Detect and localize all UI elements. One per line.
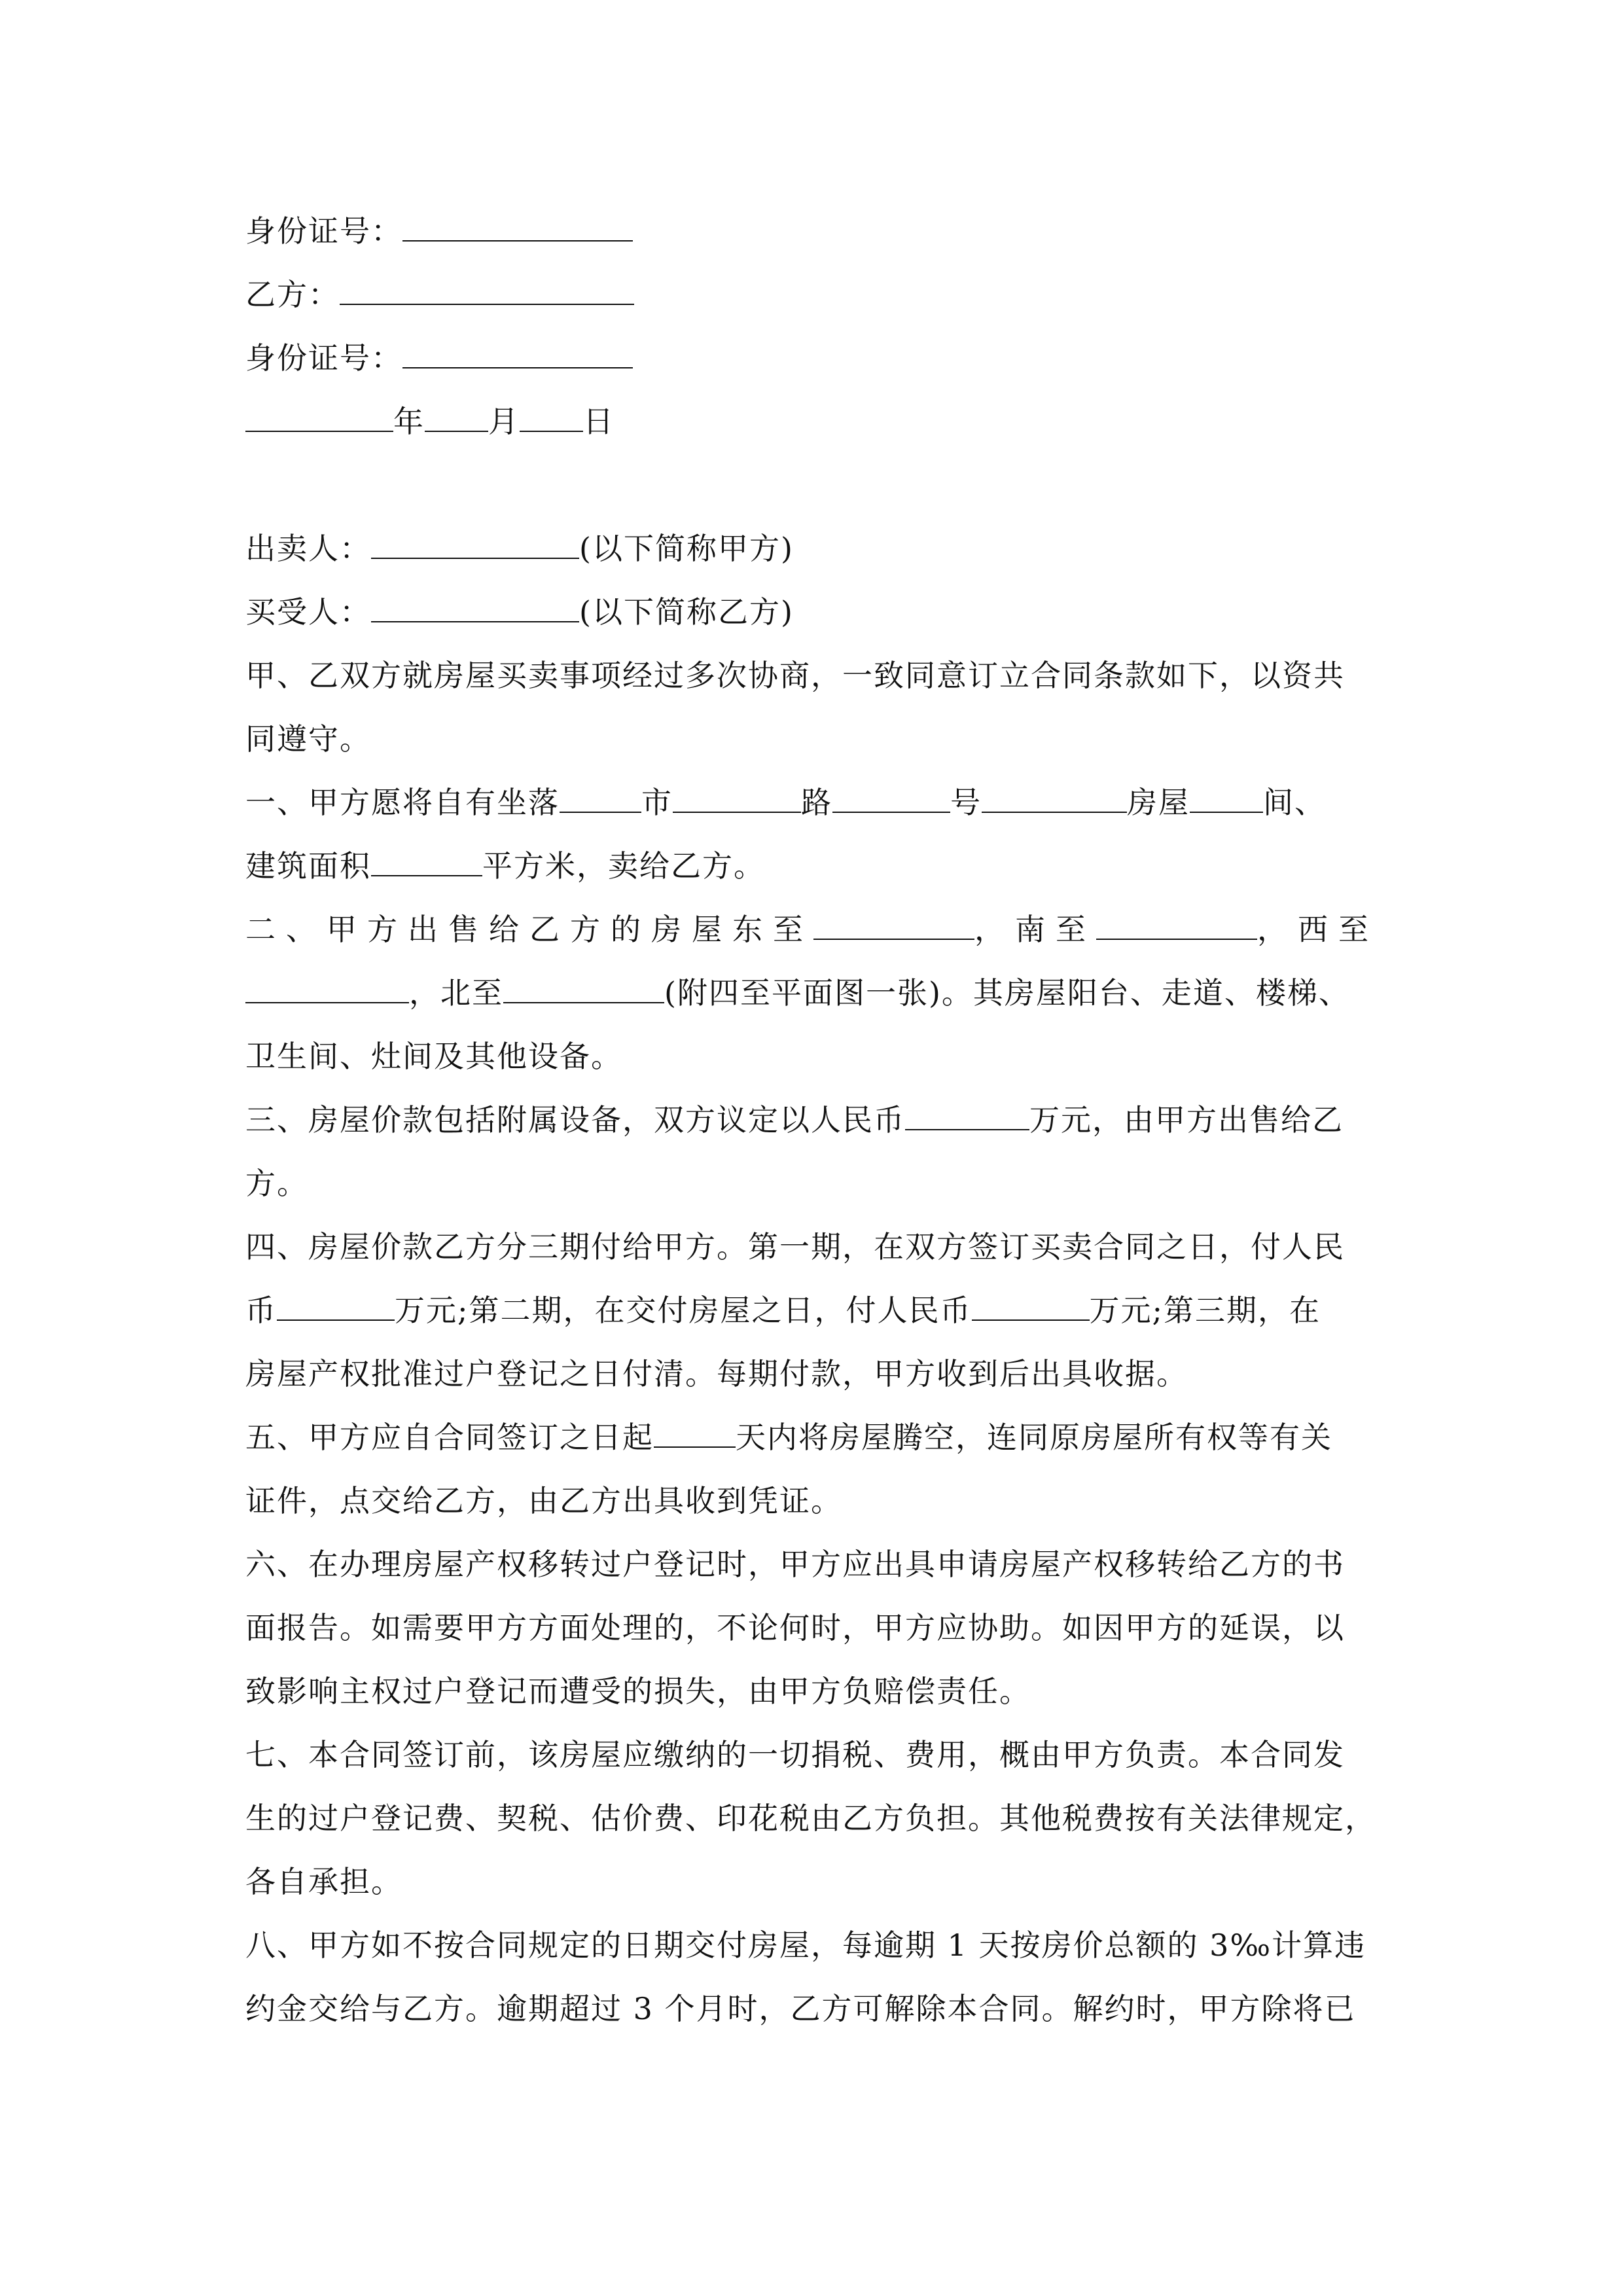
body-line: 约金交给与乙方。逾期超过 3 个月时，乙方可解除本合同。解约时，甲方除将已 (245, 1991, 1356, 2026)
clause-2-line-1: 二、甲方出售给乙方的房屋东至 ，南至 ，西至 (245, 912, 1379, 947)
seller-note: (以下简称甲方) (579, 531, 794, 566)
id-number-a-row (245, 213, 633, 249)
clause-4-line-2: 币 万元;第二期，在交付房屋之日，付人民币 万元;第三期，在 (245, 1293, 1321, 1328)
body-line: 八、甲方如不按合同规定的日期交付房屋，每逾期 1 天按房价总额的 3‰计算违 (245, 1928, 1366, 1963)
buyer-note: (以下简称乙方) (579, 594, 794, 630)
id-number-b-blank (402, 342, 633, 368)
body-line: 方。 (245, 1166, 308, 1201)
id-number-b-label: 身份证号： (245, 340, 402, 376)
body-line: 甲、乙双方就房屋买卖事项经过多次协商，一致同意订立合同条款如下，以资共 (245, 658, 1345, 693)
body-line: 四、房屋价款乙方分三期付给甲方。第一期，在双方签订买卖合同之日，付人民 (245, 1229, 1345, 1265)
id-number-b-row (245, 340, 633, 376)
clause-1-line-1: 一、甲方愿将自有坐落 市 路 号 房屋 间、 (245, 785, 1326, 820)
body-line: 生的过户登记费、契税、估价费、印花税由乙方负担。其他税费按有关法律规定， (245, 1801, 1376, 1836)
buyer-row (245, 594, 794, 630)
party-b-blank (340, 279, 634, 305)
day-label: 日 (583, 404, 615, 439)
body-line: 六、在办理房屋产权移转过户登记时，甲方应出具申请房屋产权移转给乙方的书 (245, 1547, 1345, 1582)
id-number-a-blank (402, 215, 633, 242)
buyer-label: 买受人： (245, 594, 371, 630)
body-line: 证件，点交给乙方，由乙方出具收到凭证。 (245, 1483, 842, 1518)
body-line: 面报告。如需要甲方方面处理的，不论何时，甲方应协助。如因甲方的延误，以 (245, 1610, 1345, 1645)
party-b-label: 乙方： (245, 277, 340, 312)
seller-row (245, 530, 794, 567)
body-line: 致影响主权过户登记而遭受的损失，由甲方负赔偿责任。 (245, 1674, 1031, 1709)
clause-2-line-2: ，北至 (附四至平面图一张)。其房屋阳台、走道、楼梯、 (245, 975, 1350, 1011)
body-line: 房屋产权批准过户登记之日付清。每期付款，甲方收到后出具收据。 (245, 1356, 1188, 1391)
month-label: 月 (488, 404, 520, 439)
body-line: 卫生间、灶间及其他设备。 (245, 1039, 622, 1074)
clause-1-line-2: 建筑面积 平方米，卖给乙方。 (245, 848, 765, 884)
seller-label: 出卖人： (245, 531, 371, 566)
clause-5-line-1: 五、甲方应自合同签订之日起 天内将房屋腾空，连同原房屋所有权等有关 (245, 1420, 1332, 1455)
party-b-row (245, 276, 634, 313)
id-number-a-label: 身份证号： (245, 213, 402, 249)
clause-3-line-1: 三、房屋价款包括附属设备，双方议定以人民币 万元，由甲方出售给乙 (245, 1102, 1344, 1138)
date-row (245, 403, 615, 440)
body-line: 七、本合同签订前，该房屋应缴纳的一切捐税、费用，概由甲方负责。本合同发 (245, 1737, 1345, 1772)
body-line: 同遵守。 (245, 721, 371, 757)
body-line: 各自承担。 (245, 1864, 402, 1899)
year-label: 年 (393, 404, 425, 439)
